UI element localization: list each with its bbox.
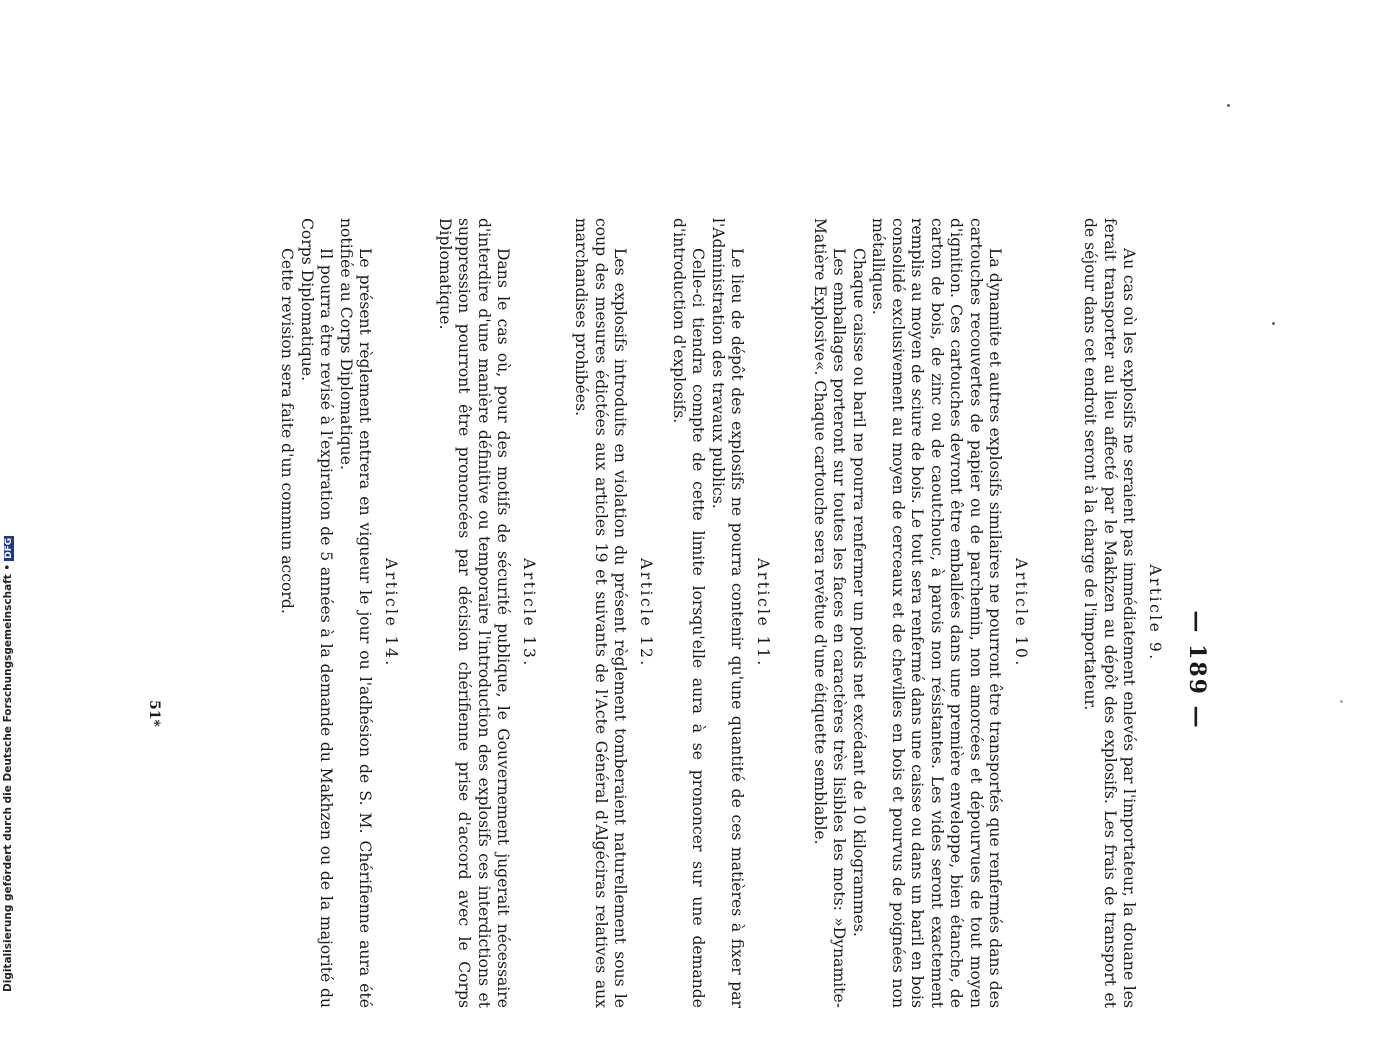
article-heading: Article 11. [754, 558, 772, 668]
article-11 [669, 218, 773, 1008]
article-paragraph: Dans le cas où, pour des motifs de sécurité publique, le Gouvernement jugerait nécessaire d'interdire d'une manière définitive ou temporaire l'introduction des explosifs ces interdictions et suppression pourront être prononcées par décision chérifienne prise d'accord avec le Corps Diplomatique. [436, 218, 513, 1008]
scan-speck [1272, 322, 1275, 325]
article-paragraph: Cette revision sera faite d'un commun accord. [278, 248, 297, 614]
article-heading: Article 14. [382, 558, 400, 668]
article-paragraph: La dynamite et autres explosifs similaires ne pourront être transportés que renfermés dans des cartouches recouvertes de papier ou de parchemin, non amorcées et dépourvues de tout moyen d'ignition. Ces cartouches devront être emballées dans une première enveloppe, bien étanche, de carton de bois, de zinc ou de caoutchouc, à parois non résistantes. Les vides seront exactement remplis au moyen de sciure de bois. Le tout sera renfermé dans une caisse ou dans un baril en bois consolidé exclusivement au moyen de cerceaux et de chevilles en bois et pourvus de poignées non métalliques. [869, 218, 1005, 1008]
article-paragraph: Il pourra être revisé à l'expiration de 5 années à la demande du Makhzen ou de la majorité du Corps Diplomatique. [298, 218, 336, 1008]
article-paragraph: Le présent règlement entrera en vigueur le jour ou l'adhésion de S. M. Chérifienne aura été notifiée au Corps Diplomatique. [337, 218, 375, 1008]
article-paragraph: Les explosifs introduits en violation du présent règlement tomberaient naturellement sous le coup des mesures édictées aux articles 19 et suivants de l'Acte Général d'Algéciras relatives aux marchandises prohibées. [572, 218, 630, 1008]
article-paragraph: Au cas où les explosifs ne seraient pas immédiatement enlevés par l'importateur, la douane les ferait transporter au lieu affecté par le Makhzen au dépôt des explosifs. Les frais de transport et de séjour dans cet endroit seront à la charge de l'importateur. [1081, 218, 1139, 1008]
rotated-page [250, 180, 1210, 1060]
article-13 [435, 218, 539, 1008]
article-heading: Article 13. [520, 558, 538, 668]
article-12 [571, 218, 655, 1008]
article-paragraph: Celle-ci tiendra compte de cette limite lorsqu'elle aura à se prononcer sur une demande d'introduction d'explosifs. [670, 218, 708, 1008]
article-14 [277, 218, 400, 1008]
digitization-credit [2, 536, 14, 992]
article-9 [1080, 218, 1164, 1008]
footer-mark: 51* [146, 700, 162, 727]
scan-speck [1227, 104, 1230, 107]
article-heading: Article 12. [637, 558, 655, 668]
article-paragraph: Le lieu de dépôt des explosifs ne pourra contenir qu'une quantité de ces matières à fixer par l'Administration des travaux publics. [709, 218, 747, 1008]
article-heading: Article 9. [1146, 564, 1164, 662]
page-number: — 189 — [1184, 610, 1210, 730]
article-paragraph: Chaque caisse ou baril ne pourra renfermer un poids net excédant de 10 kilogrammes. [850, 248, 868, 937]
article-10 [810, 218, 1031, 1008]
scan-speck [1340, 700, 1343, 703]
article-paragraph: Les emballages porteront sur toutes les faces en caractères très lisibles les mots: »Dynamite-Matière Explosive«. Chaque cartouche sera revêtue d'une étiquette semblable. [811, 218, 849, 1008]
article-heading: Article 10. [1012, 558, 1030, 668]
dfg-logo: DFG [4, 537, 14, 559]
credit-text: Digitalisierung gefördert durch die Deutsche Forschungsgemeinschaft • [2, 563, 14, 992]
